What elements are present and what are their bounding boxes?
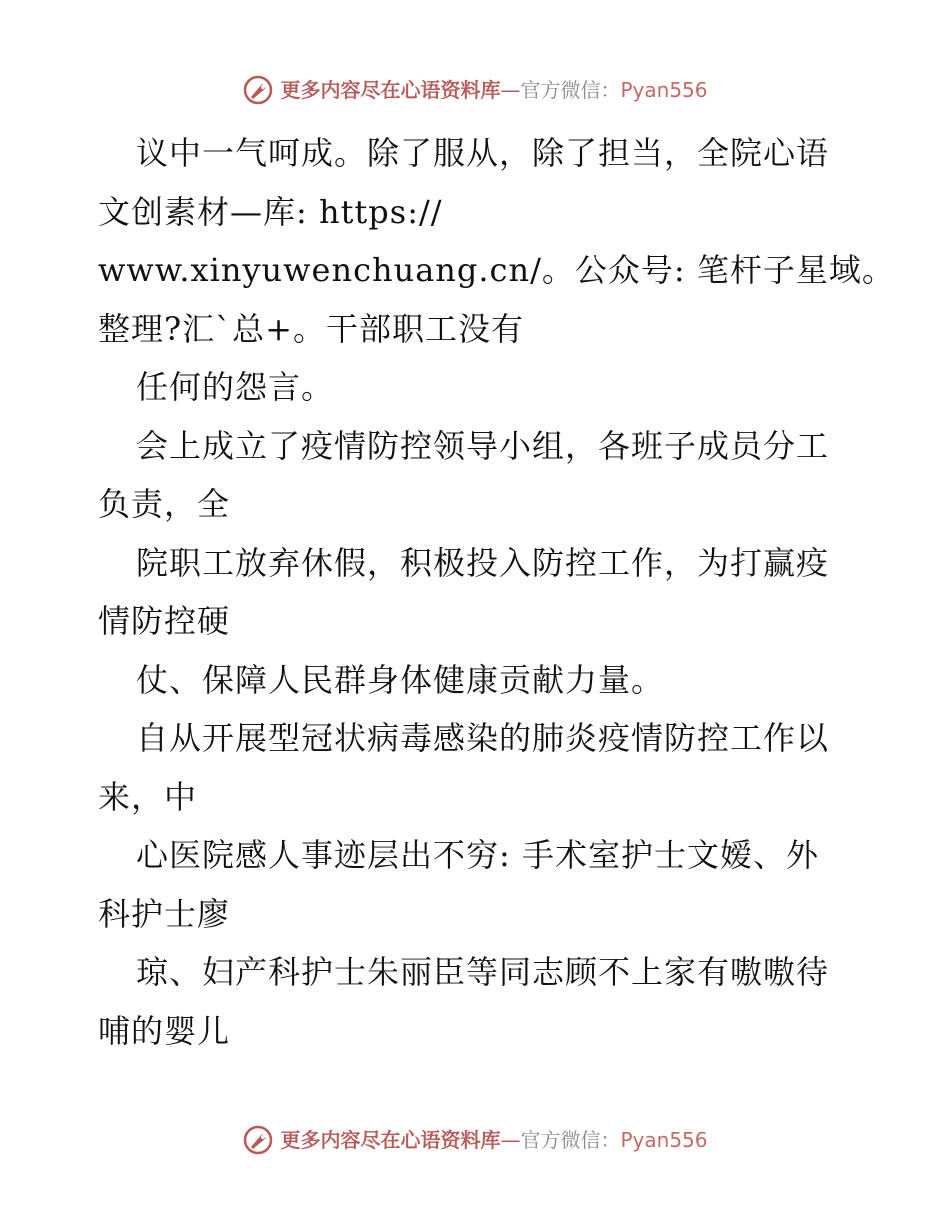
text-line: 自从开展型冠状病毒感染的肺炎疫情防控工作以 — [136, 719, 830, 757]
header-banner — [0, 70, 950, 110]
banner-wechat-label: 官方微信： — [520, 1128, 621, 1152]
text-line: 科护士廖 — [98, 894, 231, 933]
text-line: 仗、保障人民群身体健康贡献力量。 — [136, 660, 665, 699]
banner-main-text: 更多内容尽在心语资料库 — [280, 78, 501, 102]
text-line: 任何的怨言。 — [136, 368, 335, 406]
text-line: 来，中 — [98, 777, 198, 816]
banner-wechat-id: Pyan556 — [620, 78, 708, 102]
text-line: www.xinyuwenchuang.cn/。公众号: 笔杆子星域。 — [98, 251, 895, 289]
text-line: 负责，全 — [98, 485, 231, 523]
text-line: 哺的婴儿 — [98, 1011, 231, 1050]
banner-wechat-label: 官方微信： — [520, 78, 621, 102]
text-line: 心医院感人事迹层出不穷: 手术室护士文嫒、外 — [136, 836, 819, 874]
banner-wechat-id: Pyan556 — [620, 1128, 708, 1152]
text-line: 琼、妇产科护士朱丽臣等同志顾不上家有嗷嗷待 — [136, 953, 830, 991]
text-line: 会上成立了疫情防控领导小组，各班子成员分工 — [136, 426, 830, 465]
text-line: 文创素材—库: https:// — [98, 192, 443, 231]
banner-separator: — — [500, 1128, 521, 1152]
footer-banner — [0, 1120, 950, 1160]
text-line: 整理?汇`总+。干部职工没有 — [98, 309, 524, 348]
pen-nib-logo-icon — [242, 74, 274, 106]
text-line: 院职工放弃休假，积极投入防控工作，为打赢疫 — [136, 543, 830, 582]
text-line: 议中一气呵成。除了服从，除了担当，全院心语 — [136, 134, 830, 172]
document-body — [98, 124, 895, 1060]
banner-separator: — — [500, 78, 521, 102]
pen-nib-logo-icon — [242, 1124, 274, 1156]
banner-main-text: 更多内容尽在心语资料库 — [280, 1128, 501, 1152]
text-line: 情防控硬 — [98, 602, 231, 640]
